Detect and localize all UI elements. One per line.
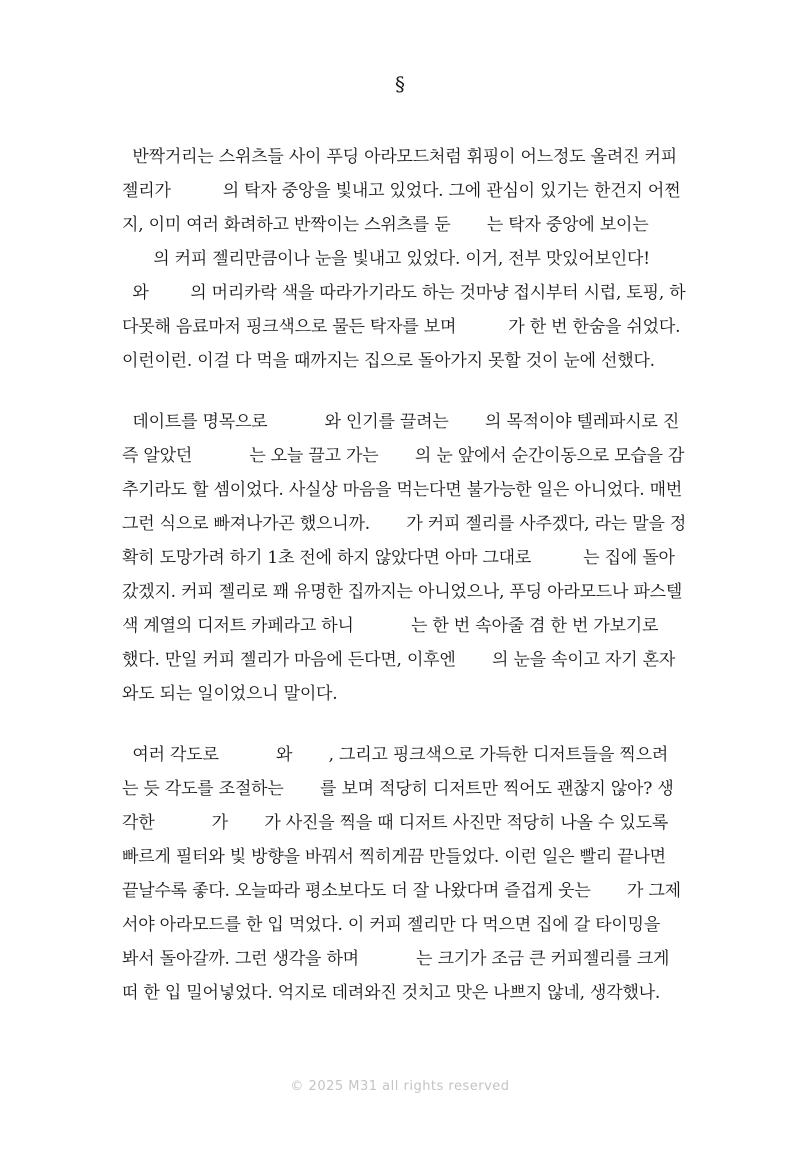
text-line: 와 의 머리카락 색을 따라가기라도 하는 것마냥 접시부터 시럽, 토핑, 하 [122, 283, 686, 303]
text-line: 여러 각도로 와 , 그리고 핑크색으로 가득한 디저트들을 찍으려 [122, 745, 669, 765]
text-line: 는 듯 각도를 조절하는 를 보며 적당히 디저트만 찍어도 괜찮지 않아? 생 [122, 779, 674, 799]
text-line: 갔겠지. 커피 젤리로 꽤 유명한 집까지는 아니었으나, 푸딩 아라모드나 파스텔 [122, 582, 683, 602]
text-line: 의 커피 젤리만큼이나 눈을 빛내고 있었다. 이거, 전부 맛있어보인다! [122, 249, 650, 269]
text-line: 와도 되는 일이었으니 말이다. [122, 684, 338, 704]
text-line: 반짝거리는 스위츠들 사이 푸딩 아라모드처럼 휘핑이 어느정도 올려진 커피 [122, 147, 677, 167]
text-line: 봐서 돌아갈까. 그런 생각을 하며 는 크기가 조금 큰 커피젤리를 크게 [122, 949, 670, 969]
text-line: 다못해 음료마저 핑크색으로 물든 탁자를 보며 가 한 번 한숨을 쉬었다. [122, 317, 681, 337]
text-line: 각한 가 가 사진을 찍을 때 디저트 사진만 적당히 나올 수 있도록 [122, 813, 669, 833]
text-line: 확히 도망가려 하기 1초 전에 하지 않았다면 아마 그대로 는 집에 돌아 [122, 548, 675, 568]
text-line: 데이트를 명목으로 와 인기를 끌려는 의 목적이야 텔레파시로 진 [122, 412, 680, 432]
text-line: 했다. 만일 커피 젤리가 마음에 든다면, 이후엔 의 눈을 속이고 자기 혼자 [122, 650, 676, 670]
copyright-footer: © 2025 M31 all rights reserved [290, 1079, 510, 1094]
text-line: 이런이런. 이걸 다 먹을 때까지는 집으로 돌아가지 못할 것이 눈에 선했다. [122, 351, 655, 371]
text-line: 젤리가 의 탁자 중앙을 빛내고 있었다. 그에 관심이 있기는 한건지 어쩐 [122, 181, 681, 201]
text-line: 추기라도 할 셈이었다. 사실상 마음을 먹는다면 불가능한 일은 아니었다. 매번 [122, 480, 683, 500]
text-line: 지, 이미 여러 화려하고 반짝이는 스위츠를 둔 는 탁자 중앙에 보이는 [122, 215, 649, 235]
text-line: 떠 한 입 밀어넣었다. 억지로 데려와진 것치고 맛은 나쁘지 않네, 생각했나. [122, 983, 661, 1003]
text-line: 색 계열의 디저트 카페라고 하니 는 한 번 속아줄 겸 한 번 가보기로 [122, 616, 659, 636]
text-line: 그런 식으로 빠져나가곤 했으니까. 가 커피 젤리를 사주겠다, 라는 말을 정 [122, 514, 687, 534]
text-line: 끝날수록 좋다. 오늘따라 평소보다도 더 잘 나왔다며 즐겁게 웃는 가 그제 [122, 881, 681, 901]
text-line: 즉 알았던 는 오늘 끌고 가는 의 눈 앞에서 순간이동으로 모습을 감 [122, 446, 685, 466]
text-line: 서야 아라모드를 한 입 먹었다. 이 커피 젤리만 다 먹으면 집에 갈 타이밍을 [122, 915, 661, 935]
section-mark: § [395, 72, 405, 96]
text-line: 빠르게 필터와 빛 방향을 바꿔서 찍히게끔 만들었다. 이런 일은 빨리 끝나면 [122, 847, 666, 867]
